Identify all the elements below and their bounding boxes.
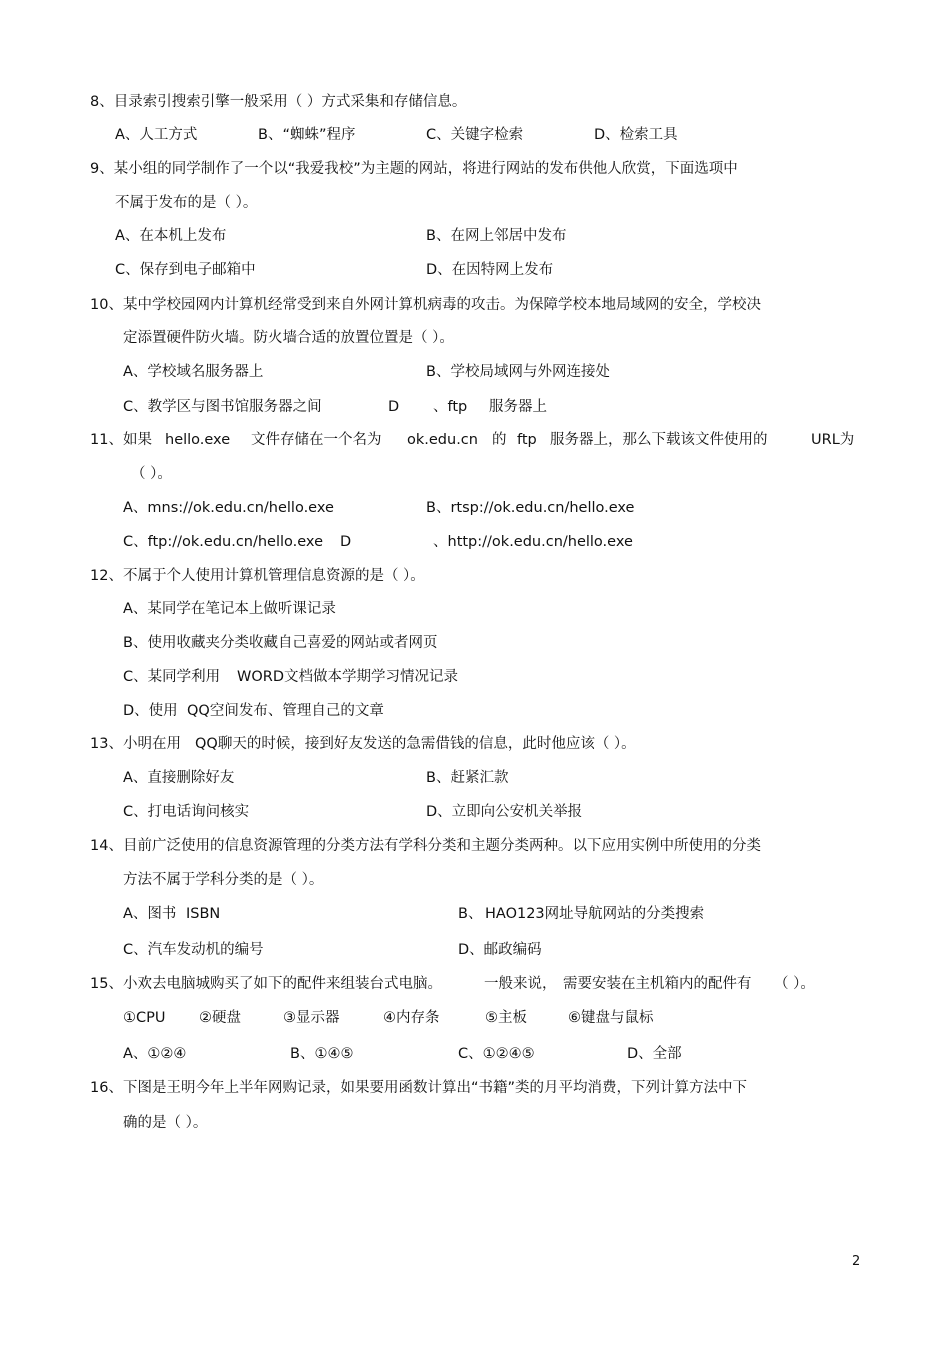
q14-option-d: D、邮政编码 <box>458 942 542 958</box>
q10-option-d-ftp: 、ftp <box>433 399 468 415</box>
q15-item-2: ②硬盘 <box>199 1010 241 1026</box>
q15-item-1: ①CPU <box>123 1010 166 1026</box>
q15-stem-part3: 需要安装在主机箱内的配件有 <box>563 976 752 992</box>
q11-stem-part5: 的 <box>492 432 507 448</box>
q14-stem-line1: 14、目前广泛使用的信息资源管理的分类方法有学科分类和主题分类两种。以下应用实例中所使用的分类 <box>90 838 761 854</box>
q14-option-a-label: A、图书 <box>123 906 177 922</box>
q10-option-d-letter: D <box>388 399 400 415</box>
q12-option-d-text: QQ空间发布、管理自己的文章 <box>187 703 384 719</box>
q13-stem-part1: 13、小明在用 <box>90 736 181 752</box>
q8-stem: 8、目录索引搜索引擎一般采用（ ）方式采集和存储信息。 <box>90 94 467 110</box>
q14-option-b-text: HAO123网址导航网站的分类搜索 <box>485 906 705 922</box>
q9-option-a: A、在本机上发布 <box>115 228 227 244</box>
q10-option-d-rest: 服务器上 <box>489 399 547 415</box>
q15-item-3: ③显示器 <box>283 1010 340 1026</box>
q11-stem-part7: 服务器上，那么下载该文件使用的 <box>550 432 768 448</box>
q11-stem-part4: ok.edu.cn <box>407 432 478 448</box>
q12-option-a: A、某同学在笔记本上做听课记录 <box>123 601 336 617</box>
q11-stem-part3: 文件存储在一个名为 <box>251 432 382 448</box>
q8-option-c: C、关键字检索 <box>426 127 524 143</box>
q14-stem-line2: 方法不属于学科分类的是（ ）。 <box>123 872 324 888</box>
q15-item-6: ⑥键盘与鼠标 <box>568 1010 654 1026</box>
q15-option-c: C、①②④⑤ <box>458 1046 535 1062</box>
q12-option-c-label: C、某同学利用 <box>123 669 221 685</box>
q14-option-c: C、汽车发动机的编号 <box>123 942 264 958</box>
q15-item-4: ④内存条 <box>383 1010 440 1026</box>
q11-stem-part6: ftp <box>517 432 537 448</box>
q12-stem: 12、不属于个人使用计算机管理信息资源的是（ ）。 <box>90 568 425 584</box>
q15-stem-part4: （ ）。 <box>774 976 815 992</box>
q8-option-d: D、检索工具 <box>594 127 678 143</box>
q9-option-d: D、在因特网上发布 <box>426 262 554 278</box>
q9-option-c: C、保存到电子邮箱中 <box>115 262 256 278</box>
q11-stem-part1: 11、如果 <box>90 432 152 448</box>
q15-option-a: A、①②④ <box>123 1046 187 1062</box>
q15-stem-part1: 15、小欢去电脑城购买了如下的配件来组装台式电脑。 <box>90 976 442 992</box>
q11-option-d-url: 、http://ok.edu.cn/hello.exe <box>433 534 633 550</box>
q14-option-b-label: B、 <box>458 906 483 922</box>
q10-stem-line1: 10、某中学校园网内计算机经常受到来自外网计算机病毒的攻击。为保障学校本地局域网的安全，学校决 <box>90 297 761 313</box>
q12-option-b: B、使用收藏夹分类收藏自己喜爱的网站或者网页 <box>123 635 438 651</box>
q9-stem-line1: 9、某小组的同学制作了一个以“我爱我校”为主题的网站，将进行网站的发布供他人欣赏，下面选项中 <box>90 161 738 177</box>
q11-option-a: A、mns://ok.edu.cn/hello.exe <box>123 500 334 516</box>
q16-stem-line2: 确的是（ ）。 <box>123 1115 208 1131</box>
q13-stem-part2: QQ聊天的时候，接到好友发送的急需借钱的信息，此时他应该（ ）。 <box>195 736 636 752</box>
q10-option-c: C、教学区与图书馆服务器之间 <box>123 399 322 415</box>
q10-option-a: A、学校域名服务器上 <box>123 364 264 380</box>
q13-option-d: D、立即向公安机关举报 <box>426 804 583 820</box>
q11-option-d-letter: D <box>340 534 352 550</box>
q10-option-b: B、学校局域网与外网连接处 <box>426 364 610 380</box>
q15-item-5: ⑤主板 <box>485 1010 527 1026</box>
q11-option-c: C、ftp://ok.edu.cn/hello.exe <box>123 534 323 550</box>
page-number: 2 <box>852 1254 861 1269</box>
q10-stem-line2: 定添置硬件防火墙。防火墙合适的放置位置是（ ）。 <box>123 330 454 346</box>
q9-stem-line2: 不属于发布的是（ ）。 <box>115 195 258 211</box>
q8-option-b: B、“蜘蛛”程序 <box>258 127 356 143</box>
q12-option-d-label: D、使用 <box>123 703 178 719</box>
q15-option-d: D、全部 <box>627 1046 682 1062</box>
q13-option-a: A、直接删除好友 <box>123 770 235 786</box>
q11-stem-part8: URL为 <box>811 432 855 448</box>
q11-option-b: B、rtsp://ok.edu.cn/hello.exe <box>426 500 635 516</box>
q14-option-a-text: ISBN <box>186 906 221 922</box>
q13-option-b: B、赶紧汇款 <box>426 770 509 786</box>
q11-stem-line2: （ ）。 <box>131 466 172 482</box>
q12-option-c-text: WORD文档做本学期学习情况记录 <box>237 669 458 685</box>
q16-stem-line1: 16、下图是王明今年上半年网购记录，如果要用函数计算出“书籍”类的月平均消费，下列计算方法中下 <box>90 1080 747 1096</box>
q8-option-a: A、人工方式 <box>115 127 198 143</box>
q15-option-b: B、①④⑤ <box>290 1046 354 1062</box>
q13-option-c: C、打电话询问核实 <box>123 804 250 820</box>
q11-stem-part2: hello.exe <box>165 432 231 448</box>
q15-stem-part2: 一般来说， <box>484 976 557 992</box>
q9-option-b: B、在网上邻居中发布 <box>426 228 567 244</box>
